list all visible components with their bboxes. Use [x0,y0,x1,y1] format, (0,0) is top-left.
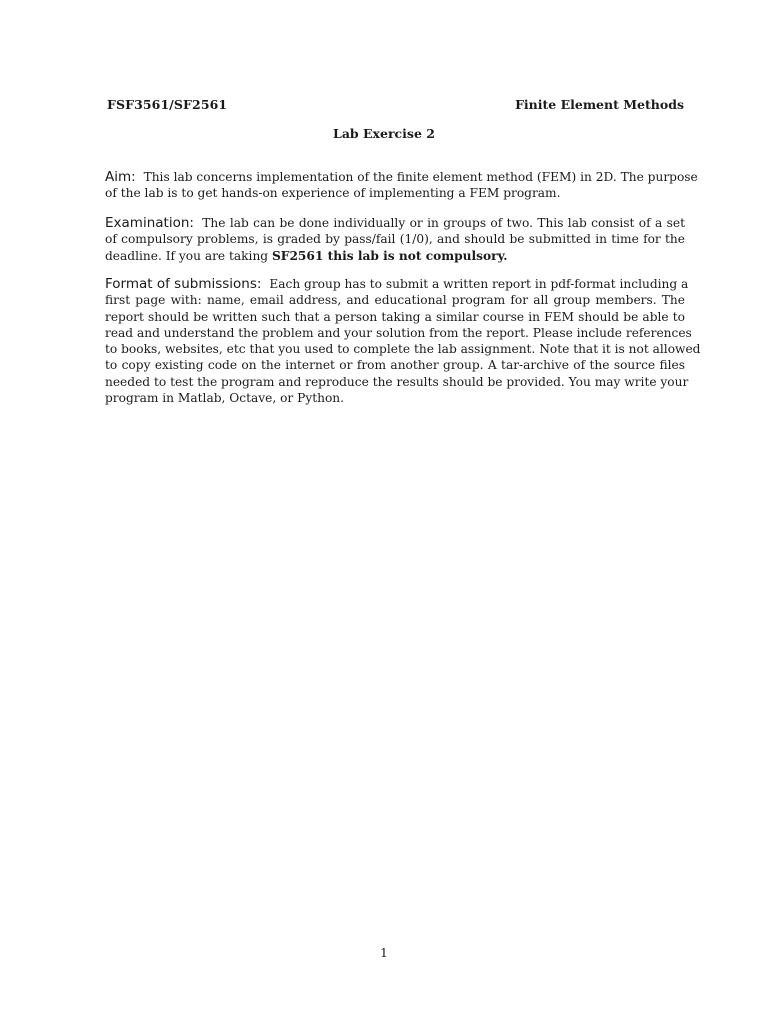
page-title: Lab Exercise 2 [333,126,435,141]
format-line-4: read and understand the problem and your solution from the report. Please include references [105,325,692,340]
format-line-7: needed to test the program and reproduce the results should be provided. You may write your [105,374,689,389]
aim-line-2: of the lab is to get hands-on experience of implementing a FEM program. [105,186,561,201]
course-codes: FSF3561/SF2561 [107,97,228,112]
aim-text-1: This lab concerns implementation of the finite element method (FEM) in 2D. The purpose [143,170,698,184]
course-name: Finite Element Methods [515,97,684,112]
examination-line-3 [105,248,685,264]
format-line-3: report should be written such that a person taking a similar course in FEM should be able to [105,309,685,324]
page-number: 1 [380,946,388,960]
format-line-8: program in Matlab, Octave, or Python. [105,391,345,406]
format-section [105,276,701,406]
examination-not-compulsory-note: SF2561 this lab is not compulsory. [271,248,508,263]
format-text-1: Each group has to submit a written report in pdf-format including a [269,277,689,291]
examination-label: Examination: [105,215,194,231]
aim-label: Aim: [105,169,136,185]
format-line-6: to copy existing code on the internet or from another group. A tar-archive of the source files [105,358,685,373]
format-line-5: to books, websites, etc that you used to complete the lab assignment. Note that it is not allowed [105,342,701,357]
format-label: Format of submissions: [105,276,262,292]
examination-line-2: of compulsory problems, is graded by pass/fail (1/0), and should be submitted in time for the [105,232,685,247]
aim-line-1 [105,169,698,185]
examination-deadline-text: deadline. If you are taking [105,248,272,263]
aim-section [105,169,698,202]
examination-section [105,215,685,264]
format-line-2: first page with: name, email address, and educational program for all group members. The [105,293,685,308]
format-line-1 [105,276,689,292]
examination-line-1 [105,215,685,231]
examination-text-1: The lab can be done individually or in groups of two. This lab consist of a set [202,216,685,230]
